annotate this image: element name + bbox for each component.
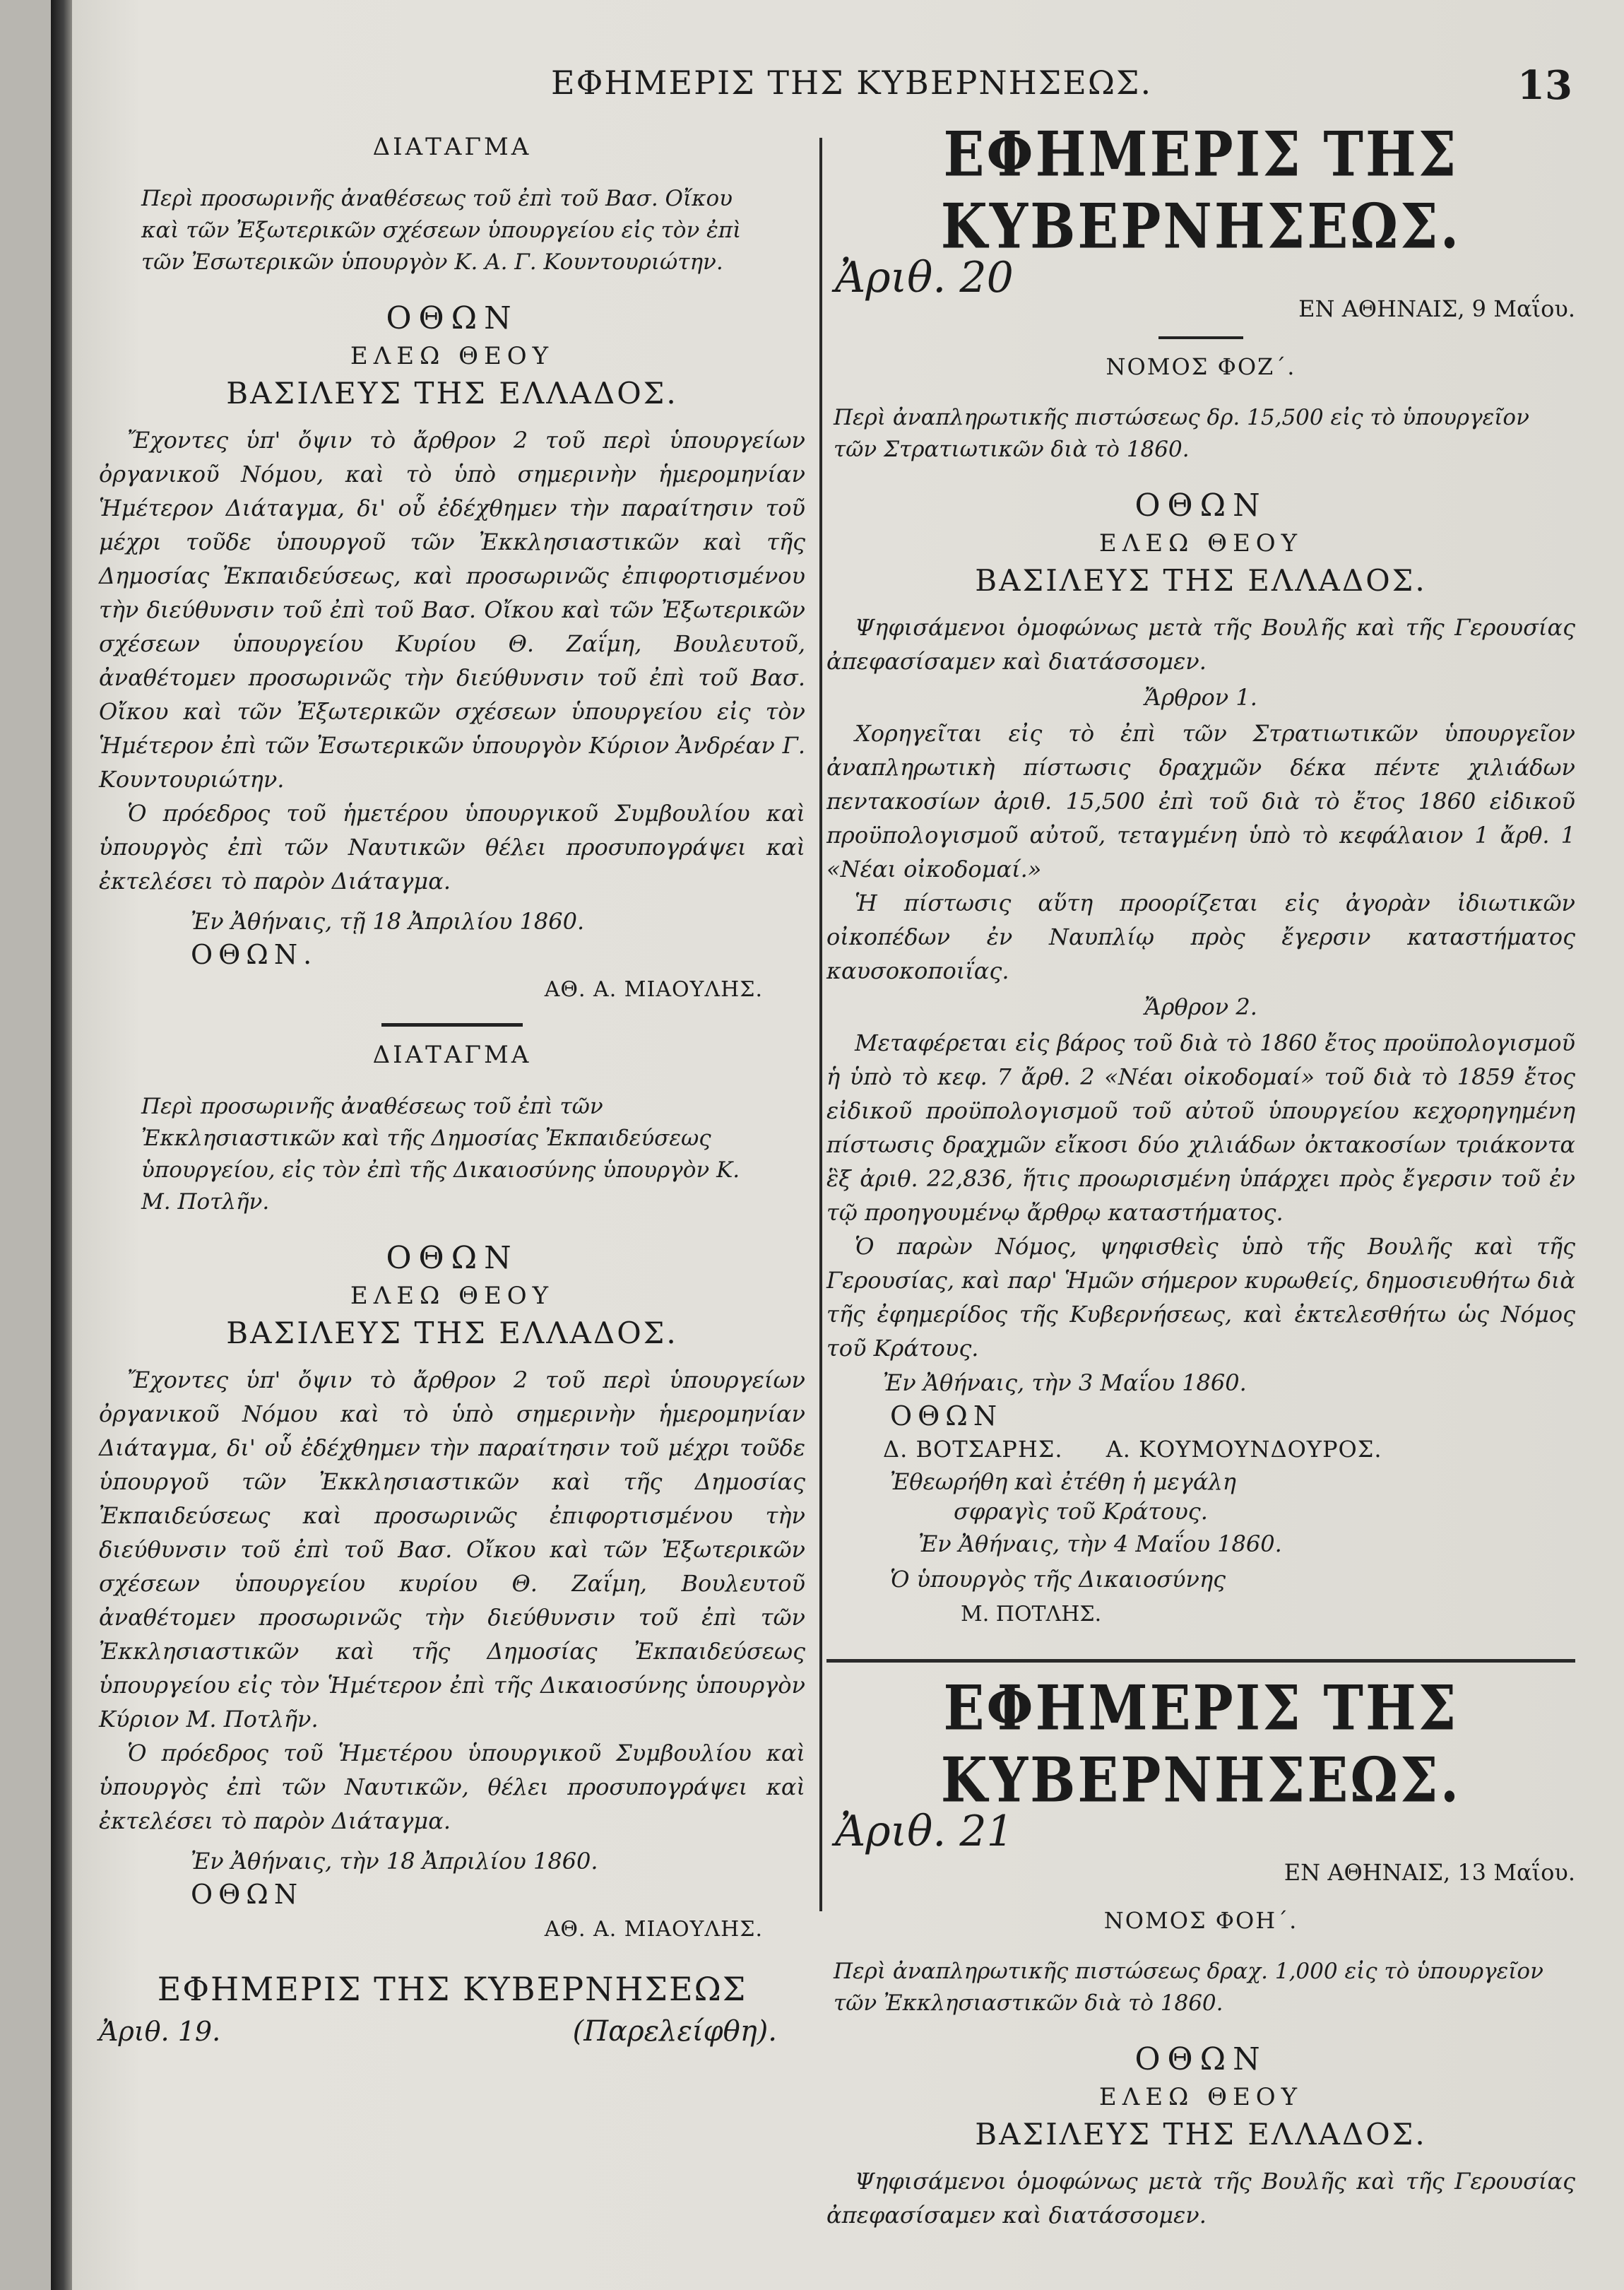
article-paragraph: Ὁ παρὼν Νόμος, ψηφισθεὶς ὑπὸ τῆς Βουλῆς καὶ τῆς Γερουσίας, καὶ παρ' Ἡμῶν σήμερον κυρωθείς, δημοσιευθήτω διὰ τῆς ἐφημερίδος τῆς Κυβερνήσεως, καὶ ἐκτελεσθήτω ὡς Νόμος τοῦ Κράτους. xyxy=(826,1233,1575,1362)
article-title: Ἄρθρον 2. xyxy=(1144,993,1257,1020)
issue-masthead: ΕΦΗΜΕΡΙΣ ΤΗΣ ΚΥΒΕΡΝΗΣΕΩΣ. xyxy=(940,1671,1462,1817)
issue-masthead: ΕΦΗΜΕΡΙΣ ΤΗΣ ΚΥΒΕΡΝΗΣΕΩΣ. xyxy=(940,117,1462,263)
page-number: 13 xyxy=(1517,62,1572,109)
by-grace-of-god: ΕΛΕΩ ΘΕΟΥ xyxy=(1098,2083,1303,2111)
issue-dateline: ΕΝ ΑΘΗΝΑΙΣ, 13 Μαΐου. xyxy=(1284,1859,1575,1886)
king-of-greece: ΒΑΣΙΛΕΥΣ ΤΗΣ ΕΛΛΑΔΟΣ. xyxy=(226,376,678,411)
law-preamble: Ψηφισάμενοι ὁμοφώνως μετὰ τῆς Βουλῆς καὶ τῆς Γερουσίας ἀπεφασίσαμεν καὶ διατάσσομεν. xyxy=(826,614,1575,675)
law-summary: Περὶ ἀναπληρωτικῆς πιστώσεως δραχ. 1,000 εἰς τὸ ὑπουργεῖον τῶν Ἐκκλησιαστικῶν διὰ τὸ 1860. xyxy=(834,1959,1543,2016)
king-name: ΟΘΩΝ xyxy=(386,300,518,336)
article-title: Ἄρθρον 1. xyxy=(1144,684,1257,711)
issue-number: Ἀριθ. 21 xyxy=(835,1807,1014,1856)
law-summary: Περὶ ἀναπληρωτικῆς πιστώσεως δρ. 15,500 εἰς τὸ ὑπουργεῖον τῶν Στρατιωτικῶν διὰ τὸ 1860. xyxy=(834,405,1529,462)
law-date: Ἐν Ἀθήναις, τὴν 3 Μαΐου 1860. xyxy=(883,1369,1247,1396)
signer-votsaris: Δ. ΒΟΤΣΑΡΗΣ. xyxy=(883,1436,1063,1463)
by-grace-of-god: ΕΛΕΩ ΘΕΟΥ xyxy=(1098,529,1303,557)
seal-official-name: Μ. ΠΟΤΛΗΣ. xyxy=(961,1602,1102,1627)
decree-2 xyxy=(99,1041,805,1942)
seal-line: σφραγὶς τοῦ Κράτους. xyxy=(954,1498,1208,1525)
running-header: ΕΦΗΜΕΡΙΣ ΤΗΣ ΚΥΒΕΡΝΗΣΕΩΣ. xyxy=(551,64,1153,102)
decree-summary: Περὶ προσωρινῆς ἀναθέσεως τοῦ ἐπὶ τῶν Ἐκκλησιαστικῶν καὶ τῆς Δημοσίας Ἐκπαιδεύσεως ὑπουργείου, εἰς τὸν ἐπὶ τῆς Δικαιοσύνης ὑπουργὸν Κ. Μ. Ποτλῆν. xyxy=(141,1094,740,1215)
king-of-greece: ΒΑΣΙΛΕΥΣ ΤΗΣ ΕΛΛΑΔΟΣ. xyxy=(226,1316,678,1350)
book-binding-fold xyxy=(51,0,72,2290)
left-column xyxy=(99,127,805,2176)
section-rule xyxy=(826,1659,1575,1663)
by-grace-of-god: ΕΛΕΩ ΘΕΟΥ xyxy=(350,1282,555,1310)
by-grace-of-god: ΕΛΕΩ ΘΕΟΥ xyxy=(350,342,555,370)
section-rule xyxy=(381,1023,523,1027)
issue-number: Ἀριθ. 20 xyxy=(835,253,1014,302)
king-signature: ΟΘΩΝ. xyxy=(191,939,318,970)
decree-title: ΔΙΑΤΑΓΜΑ xyxy=(372,133,532,161)
signer-koumoundouros: Α. ΚΟΥΜΟΥΝΔΟΥΡΟΣ. xyxy=(1106,1436,1382,1463)
king-signature: ΟΘΩΝ xyxy=(191,1879,304,1910)
law-preamble: Ψηφισάμενοι ὁμοφώνως μετὰ τῆς Βουλῆς καὶ τῆς Γερουσίας ἀπεφασίσαμεν καὶ διατάσσομεν. xyxy=(826,2168,1575,2229)
article-paragraph: Ἡ πίστωσις αὕτη προορίζεται εἰς ἀγορὰν ἰδιωτικῶν οἰκοπέδων ἐν Ναυπλίῳ πρὸς ἔγερσιν καταστήματος καυσοκοποιΐας. xyxy=(826,890,1575,984)
decree-title: ΔΙΑΤΑΓΜΑ xyxy=(372,1041,532,1069)
decree-paragraph: Ἔχοντες ὑπ' ὄψιν τὸ ἄρθρον 2 τοῦ περὶ ὑπουργείων ὀργανικοῦ Νόμου καὶ τὸ ὑπὸ σημερινὴν ἡμερομηνίαν Διάταγμα, δι' οὗ ἐδέχθημεν τὴν παραίτησιν τοῦ μέχρι τοῦδε ὑπουργοῦ τῶν Ἐκκλησιαστικῶν καὶ τῆς Δημοσίας Ἐκπαιδεύσεως καὶ προσωρινῶς ἐπιφορτισμένου τὴν διεύθυνσιν τοῦ ἐπὶ τοῦ Βασ. Οἴκου καὶ τῶν Ἐξωτερικῶν σχέσεων ὑπουργείου κυρίου Θ. Ζαΐμη, Βουλευτοῦ ἀναθέτομεν προσωρινῶς τὴν διεύθυνσιν τοῦ ἐπὶ τῶν Ἐκκλησιαστικῶν καὶ τῆς Δημοσίας Ἐκπαιδεύσεως ὑπουργείου εἰς τὸν Ἡμέτερον ἐπὶ τῆς Δικαιοσύνης ὑπουργὸν Κύριον Μ. Ποτλῆν. xyxy=(99,1367,805,1733)
king-signature: ΟΘΩΝ xyxy=(890,1400,1003,1432)
issue-19 xyxy=(99,1970,805,2048)
omitted-note: (Παρελείφθη). xyxy=(572,2015,777,2048)
minister-signature: ΑΘ. Α. ΜΙΑΟΥΛΗΣ. xyxy=(544,1917,763,1942)
seal-date: Ἐν Ἀθήναις, τὴν 4 Μαΐου 1860. xyxy=(918,1530,1282,1557)
king-name: ΟΘΩΝ xyxy=(1134,2041,1267,2077)
section-rule xyxy=(1158,336,1243,339)
article-paragraph: Μεταφέρεται εἰς βάρος τοῦ διὰ τὸ 1860 ἔτος προϋπολογισμοῦ ἡ ὑπὸ τὸ κεφ. 7 ἄρθ. 2 «Νέαι οἰκοδομαί» τοῦ διὰ τὸ 1859 ἔτος εἰδικοῦ προϋπολογισμοῦ τοῦ αὐτοῦ ὑπουργείου κεχορηγημένη πίστωσις δραχμῶν εἴκοσι δύο χιλιάδων ὀκτακοσίων τριάκοντα ἓξ ἀριθ. 22,836, ἥτις προωρισμένη ὑπάρχει πρὸς ἔγερσιν τοῦ ἐν τῷ προηγουμένῳ ἄρθρῳ καταστήματος. xyxy=(826,1029,1575,1226)
article-paragraph: Χορηγεῖται εἰς τὸ ἐπὶ τῶν Στρατιωτικῶν ὑπουργεῖον ἀναπληρωτικὴ πίστωσις δραχμῶν δέκα πέντε χιλιάδων πεντακοσίων ἀριθ. 15,500 ἐπὶ τοῦ διὰ τὸ ἔτος 1860 εἰδικοῦ προϋπολογισμοῦ αὐτοῦ, τεταγμένη ὑπὸ τὸ κεφάλαιον 1 ἄρθ. 1 «Νέαι οἰκοδομαί.» xyxy=(826,720,1575,883)
decree-date: Ἐν Ἀθήναις, τὴν 18 Ἀπριλίου 1860. xyxy=(191,1848,598,1875)
king-of-greece: ΒΑΣΙΛΕΥΣ ΤΗΣ ΕΛΛΑΔΟΣ. xyxy=(975,563,1427,598)
decree-paragraph: Ὁ πρόεδρος τοῦ Ἡμετέρου ὑπουργικοῦ Συμβουλίου καὶ ὑπουργὸς ἐπὶ τῶν Ναυτικῶν, θέλει προσυπογράψει καὶ ἐκτελέσει τὸ παρὸν Διάταγμα. xyxy=(99,1740,805,1834)
right-column xyxy=(826,117,1575,2229)
decree-summary: Περὶ προσωρινῆς ἀναθέσεως τοῦ ἐπὶ τοῦ Βασ. Οἴκου καὶ τῶν Ἐξωτερικῶν σχέσεων ὑπουργείου εἰς τὸν ἐπὶ τῶν Ἐσωτερικῶν ὑπουργὸν Κ. Α. Γ. Κουντουριώτην. xyxy=(141,186,742,275)
seal-official: Ὁ ὑπουργὸς τῆς Δικαιοσύνης xyxy=(890,1566,1226,1593)
issue-20 xyxy=(826,117,1575,1631)
law-number: ΝΟΜΟΣ ΦΟΗ΄. xyxy=(1103,1907,1298,1934)
issue-dateline: ΕΝ ΑΘΗΝΑΙΣ, 9 Μαΐου. xyxy=(1298,295,1575,322)
king-name: ΟΘΩΝ xyxy=(386,1240,518,1276)
decree-date: Ἐν Ἀθήναις, τῇ 18 Ἀπριλίου 1860. xyxy=(191,908,585,935)
minister-signature: ΑΘ. Α. ΜΙΑΟΥΛΗΣ. xyxy=(544,977,763,1002)
previous-page-edge xyxy=(0,0,51,2290)
law-number: ΝΟΜΟΣ ΦΟΖ΄. xyxy=(1106,353,1296,380)
seal-line: Ἐθεωρήθη καὶ ἐτέθη ἡ μεγάλη xyxy=(890,1468,1236,1495)
king-of-greece: ΒΑΣΙΛΕΥΣ ΤΗΣ ΕΛΛΑΔΟΣ. xyxy=(975,2117,1427,2152)
issue-number-line xyxy=(99,2015,805,2048)
issue-masthead: ΕΦΗΜΕΡΙΣ ΤΗΣ ΚΥΒΕΡΝΗΣΕΩΣ xyxy=(157,1970,747,2008)
decree-paragraph: Ὁ πρόεδρος τοῦ ἡμετέρου ὑπουργικοῦ Συμβουλίου καὶ ὑπουργὸς ἐπὶ τῶν Ναυτικῶν θέλει προσυπογράψει καὶ ἐκτελέσει τὸ παρὸν Διάταγμα. xyxy=(99,800,805,895)
minister-signatures xyxy=(883,1436,1575,1463)
issue-number: Ἀριθ. 19. xyxy=(99,2016,221,2047)
decree-paragraph: Ἔχοντες ὑπ' ὄψιν τὸ ἄρθρον 2 τοῦ περὶ ὑπουργείων ὀργανικοῦ Νόμου, καὶ τὸ ὑπὸ σημερινὴν ἡμερομηνίαν Ἡμέτερον Διάταγμα, δι' οὗ ἐδέχθημεν τὴν παραίτησιν τοῦ μέχρι τοῦδε ὑπουργοῦ τῶν Ἐκκλησιαστικῶν καὶ τῆς Δημοσίας Ἐκπαιδεύσεως, καὶ προσωρινῶς ἐπιφορτισμένου τὴν διεύθυνσιν τοῦ ἐπὶ τοῦ Βασ. Οἴκου καὶ τῶν Ἐξωτερικῶν σχέσεων ὑπουργείου Κυρίου Θ. Ζαΐμη, Βουλευτοῦ, ἀναθέτομεν προσωρινῶς τὴν διεύθυνσιν τοῦ ἐπὶ τοῦ Βασ. Οἴκου καὶ τῶν Ἐξωτερικῶν σχέσεων ὑπουργείου εἰς τὸν Ἡμέτερον ἐπὶ τῶν Ἐσωτερικῶν ὑπουργὸν Κύριον Ἀνδρέαν Γ. Κουντουριώτην. xyxy=(99,427,805,793)
king-name: ΟΘΩΝ xyxy=(1134,488,1267,524)
column-divider xyxy=(819,138,822,1911)
decree-1 xyxy=(99,133,805,1002)
issue-21 xyxy=(826,1671,1575,2232)
